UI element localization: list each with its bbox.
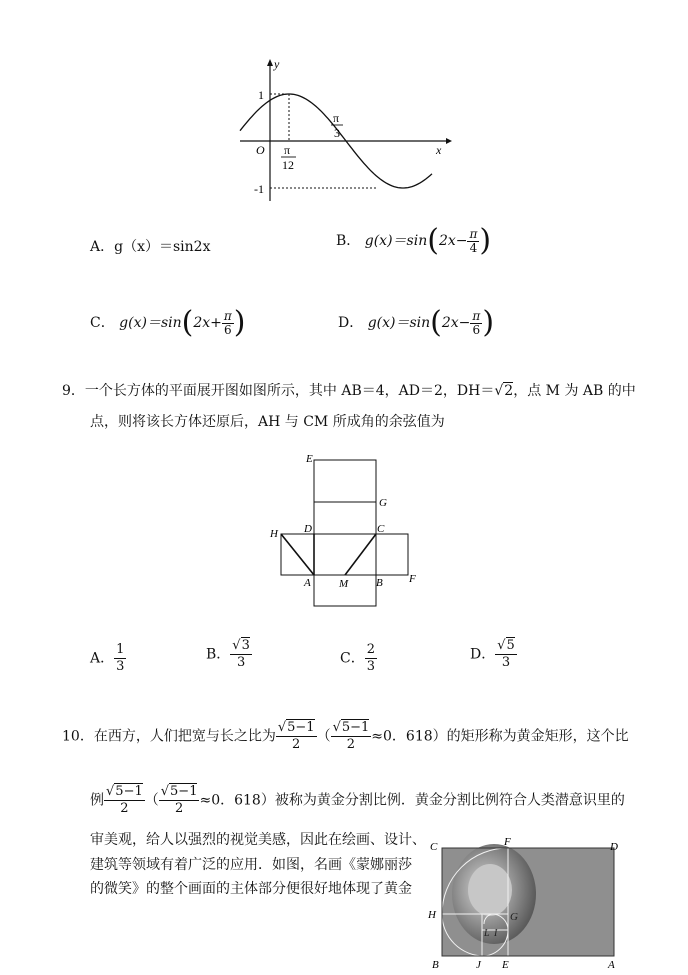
label-A: A (608, 959, 615, 971)
option-func: g(x)＝sin (364, 233, 428, 249)
label-I: I (494, 928, 498, 939)
q10-line5: 的微笑》的整个画面的主体部分便很好地体现了黄金 (90, 881, 412, 897)
option-label: C． (90, 315, 115, 331)
label-C: C (430, 841, 438, 853)
label-D: D (610, 841, 618, 853)
label-F: F (504, 836, 511, 848)
option-text: g（x）＝sin2x (114, 239, 211, 255)
label-G: G (510, 911, 518, 923)
label-B: B (376, 577, 383, 589)
q8-option-d: D． g(x)＝sin(2x− $\frac{\pi}{6}$ ) (338, 305, 495, 340)
question-number: 10． (62, 728, 94, 745)
label-H: H (428, 909, 436, 921)
y-axis-label: y (274, 57, 280, 71)
q10-line4: 建筑等领域有着广泛的应用．如图，名画《蒙娜丽莎 (90, 857, 412, 873)
label-F: F (409, 573, 416, 585)
tick-pi3-den: 3 (334, 126, 340, 140)
q8-option-b: B． g(x)＝sin(2x− $\frac{\pi}{4}$ ) (336, 223, 492, 258)
label-E: E (502, 959, 509, 971)
q10-line1: 10．在西方，人们把宽与长之比为 $\frac{√5-1}{2}$ （ $\frac{√5-1}{2}$ ≈0．618）的矩形称为黄金矩形，这个比 (62, 720, 629, 752)
q10-line3: 审美观，给人以强烈的视觉美感，因此在绘画、设计、 (90, 832, 426, 848)
tick-pi12-num: π (284, 143, 291, 157)
label-L: L (484, 928, 490, 939)
q8-option-a (90, 238, 210, 256)
x-axis-label: x (436, 143, 442, 157)
cuboid-net-figure (266, 450, 426, 610)
q9-line1: 9．一个长方体的平面展开图如图所示，其中 AB＝4，AD＝2，DH＝√2，点 M 为 AB 的中 (62, 383, 636, 399)
sine-graph (236, 56, 456, 206)
tick-1: 1 (258, 88, 264, 102)
label-A: A (304, 577, 311, 589)
tick-pi3-num: π (333, 111, 340, 125)
q10-line2: 例 $\frac{√5-1}{2}$ （ $\frac{√5-1}{2}$ ≈0．618）被称为黄金分割比例．黄金分割比例符合人类潜意识里的 (90, 784, 625, 816)
q9-option-b: B． $\frac{√3}{3}$ (206, 638, 250, 670)
label-G: G (379, 497, 387, 509)
label-M: M (339, 578, 349, 590)
question-number: 9． (62, 383, 85, 399)
label-H: H (270, 528, 278, 540)
q8-option-c: C． g(x)＝sin(2x+ $\frac{\pi}{6}$ ) (90, 305, 246, 340)
option-inner: 2x− (438, 233, 468, 249)
option-label: B． (336, 233, 361, 249)
tick-neg1: -1 (254, 182, 264, 196)
label-B: B (432, 959, 439, 971)
mona-lisa-golden-figure (424, 834, 630, 971)
q9-option-a: A． $\frac{1}{3}$ (90, 642, 125, 674)
tick-pi12-den: 12 (282, 158, 294, 172)
q9-option-d: D． $\frac{√5}{3}$ (470, 638, 515, 670)
option-inner: 2x− (441, 315, 471, 331)
origin-label: O (256, 143, 265, 157)
label-D: D (304, 523, 312, 535)
option-inner: 2x+ (193, 315, 222, 331)
q9-option-c: C． $\frac{2}{3}$ (340, 642, 375, 674)
label-J: J (476, 959, 481, 971)
option-func: g(x)＝sin (119, 315, 182, 331)
label-E: E (306, 453, 313, 465)
q9-line2: 点，则将该长方体还原后，AH 与 CM 所成角的余弦值为 (90, 414, 445, 430)
option-label: D． (338, 315, 364, 331)
label-C: C (377, 523, 385, 535)
option-func: g(x)＝sin (367, 315, 431, 331)
option-label: A． (90, 239, 115, 255)
